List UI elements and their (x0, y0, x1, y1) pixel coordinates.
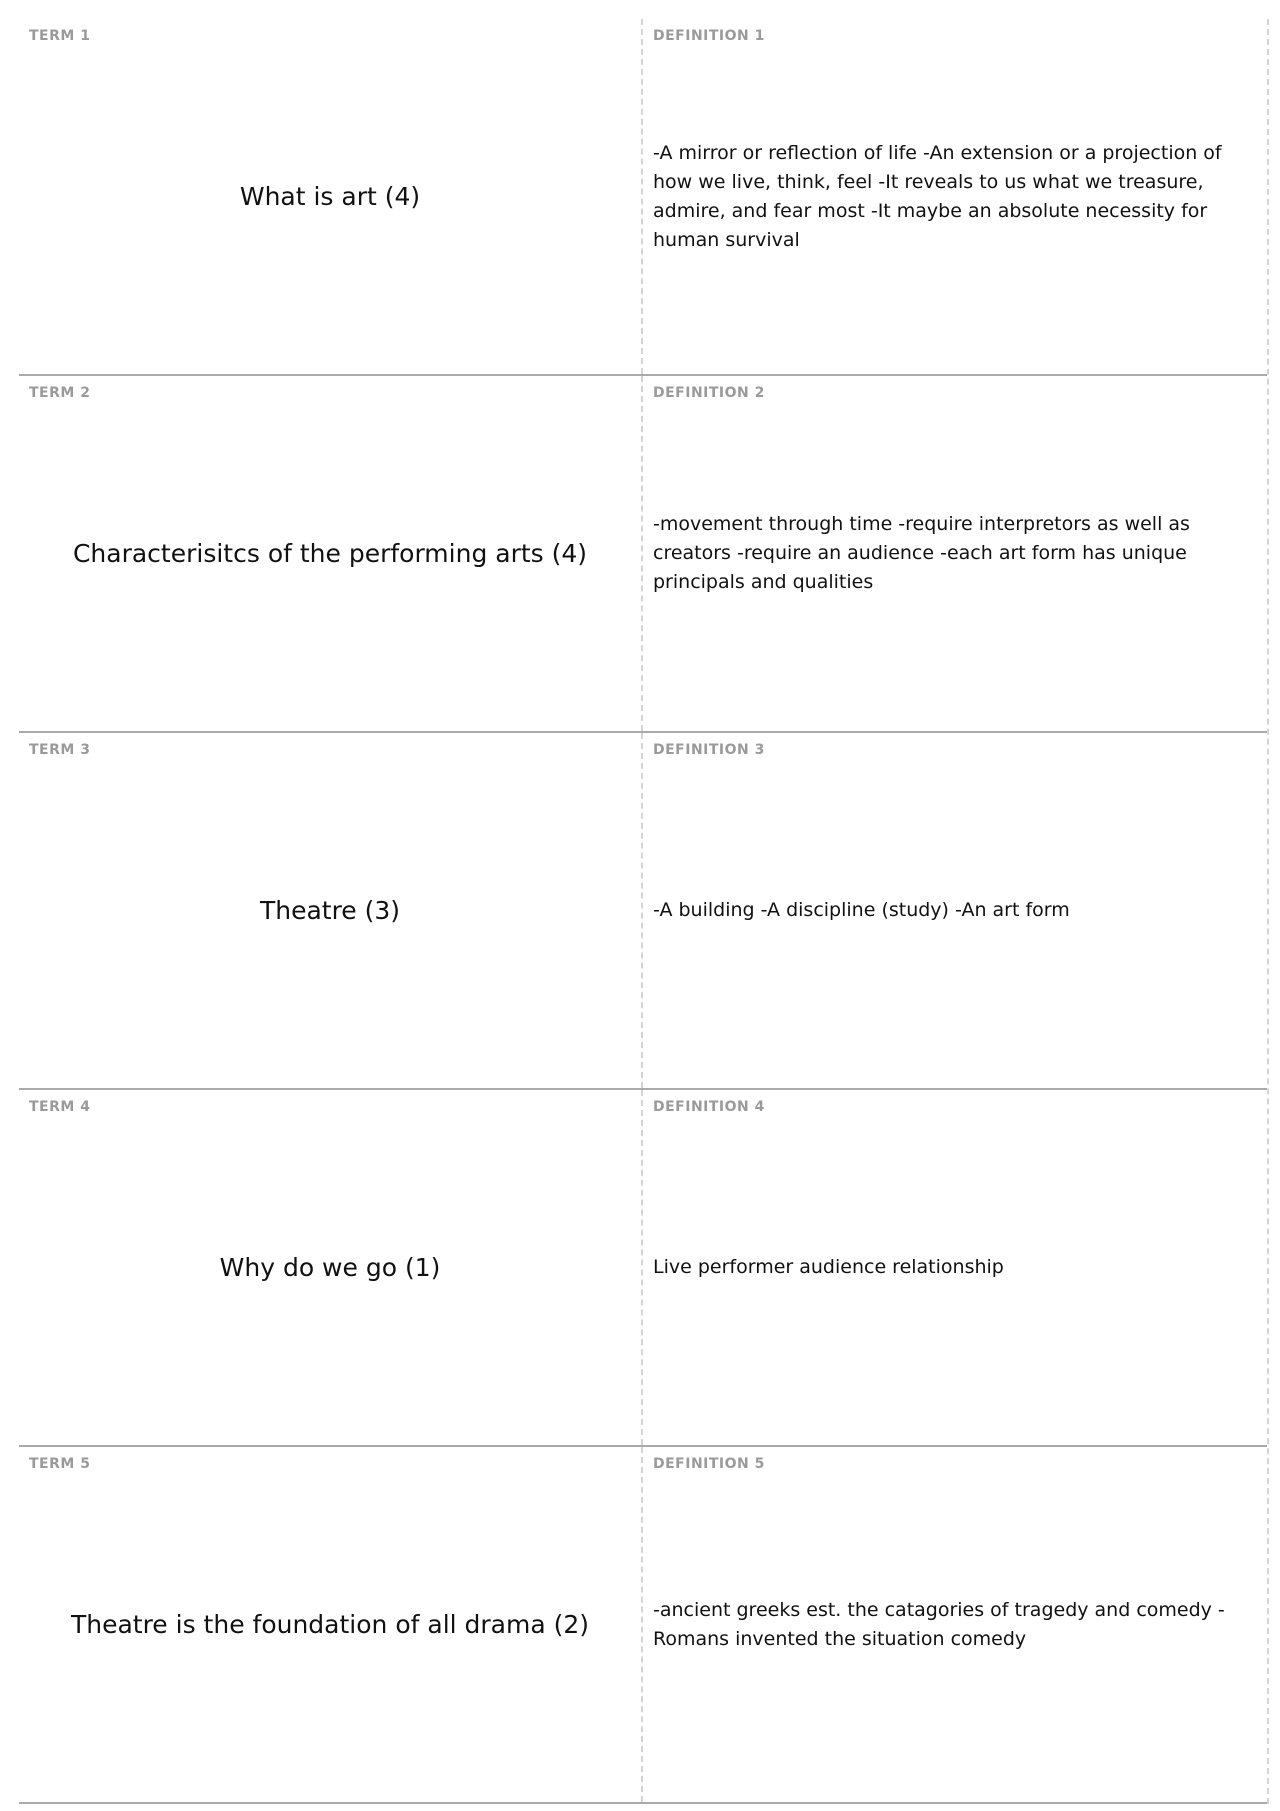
term-cell (19, 1090, 643, 1445)
definition-label: DEFINITION 4 (653, 1099, 765, 1115)
flashcard-row-4 (19, 1090, 1267, 1447)
term-cell (19, 1447, 643, 1802)
definition-text: -A mirror or reflection of life -An extension or a projection of how we live, think, feel -It reveals to us what we treasure, admire, and fear most -It maybe an absolute necessity for human survival (653, 141, 1222, 251)
term-label: TERM 3 (29, 742, 91, 758)
definition-label: DEFINITION 2 (653, 385, 765, 401)
definition-label: DEFINITION 5 (653, 1456, 765, 1472)
term-text: Theatre (3) (259, 896, 401, 925)
definition-cell (643, 733, 1267, 1088)
term-text: What is art (4) (239, 182, 421, 211)
flashcard-row-3 (19, 733, 1267, 1090)
term-label: TERM 4 (29, 1099, 91, 1115)
term-text: Characterisitcs of the performing arts (4) (72, 539, 588, 568)
term-cell (19, 19, 643, 374)
definition-cell (643, 19, 1267, 374)
definition-text: -A building -A discipline (study) -An art form (653, 899, 1070, 921)
flashcard-row-5 (19, 1447, 1267, 1804)
term-cell (19, 376, 643, 731)
term-label: TERM 1 (29, 28, 91, 44)
definition-label: DEFINITION 3 (653, 742, 765, 758)
flashcard-sheet (19, 19, 1269, 1804)
flashcard-row-1 (19, 19, 1267, 376)
definition-text: Live performer audience relationship (653, 1256, 1004, 1278)
definition-text: -ancient greeks est. the catagories of tragedy and comedy -Romans invented the situation comedy (653, 1598, 1225, 1650)
definition-cell (643, 376, 1267, 731)
flashcard-row-2 (19, 376, 1267, 733)
term-label: TERM 5 (29, 1456, 91, 1472)
definition-cell (643, 1447, 1267, 1802)
term-text: Theatre is the foundation of all drama (2) (70, 1610, 590, 1639)
definition-text: -movement through time -require interpretors as well as creators -require an audience -each art form has unique principals and qualities (653, 513, 1190, 593)
definition-cell (643, 1090, 1267, 1445)
term-label: TERM 2 (29, 385, 91, 401)
term-text: Why do we go (1) (219, 1253, 441, 1282)
definition-label: DEFINITION 1 (653, 28, 765, 44)
term-cell (19, 733, 643, 1088)
